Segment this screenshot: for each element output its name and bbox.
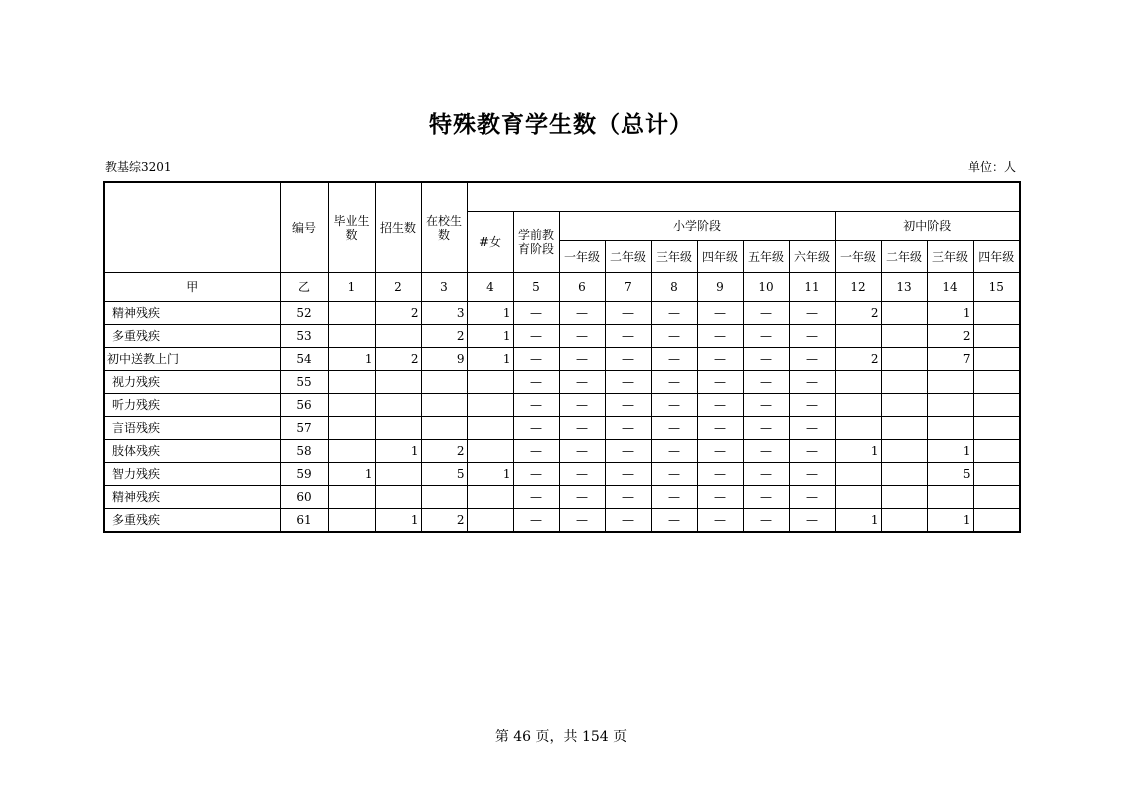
- table-cell: —: [559, 463, 605, 486]
- table-cell: —: [651, 302, 697, 325]
- table-cell: —: [651, 463, 697, 486]
- table-cell: —: [743, 486, 789, 509]
- header-grade: 三年级: [651, 241, 697, 273]
- table-cell: —: [605, 348, 651, 371]
- column-index: 14: [927, 273, 973, 302]
- table-cell: —: [743, 463, 789, 486]
- table-cell: 2: [375, 302, 421, 325]
- table-cell: [927, 394, 973, 417]
- unit-label: 单位：人: [967, 160, 1016, 174]
- table-cell: —: [513, 348, 559, 371]
- table-cell: —: [559, 371, 605, 394]
- header-grade: 五年级: [743, 241, 789, 273]
- table-cell: [421, 486, 467, 509]
- header-grade: 一年级: [559, 241, 605, 273]
- row-code: 52: [280, 302, 328, 325]
- table-cell: [467, 440, 513, 463]
- table-cell: 1: [467, 348, 513, 371]
- table-cell: —: [513, 463, 559, 486]
- table-cell: [881, 394, 927, 417]
- table-cell: —: [559, 302, 605, 325]
- table-cell: 2: [421, 440, 467, 463]
- column-index: 8: [651, 273, 697, 302]
- row-label: 肢体残疾: [104, 440, 280, 463]
- table-cell: —: [789, 463, 835, 486]
- table-cell: 3: [421, 302, 467, 325]
- table-cell: —: [559, 417, 605, 440]
- table-cell: [328, 486, 375, 509]
- table-cell: [421, 371, 467, 394]
- column-index: 12: [835, 273, 881, 302]
- table-cell: [973, 348, 1020, 371]
- table-cell: —: [605, 417, 651, 440]
- table-cell: —: [513, 509, 559, 533]
- table-cell: [328, 417, 375, 440]
- table-cell: [881, 486, 927, 509]
- table-cell: [835, 417, 881, 440]
- table-cell: 1: [467, 302, 513, 325]
- table-cell: [973, 371, 1020, 394]
- table-cell: [973, 463, 1020, 486]
- table-cell: —: [789, 325, 835, 348]
- table-cell: —: [789, 440, 835, 463]
- table-cell: —: [559, 486, 605, 509]
- table-row: [104, 486, 1020, 509]
- table-cell: —: [559, 325, 605, 348]
- table-cell: —: [559, 509, 605, 533]
- table-cell: —: [605, 486, 651, 509]
- table-cell: [328, 325, 375, 348]
- table-cell: [375, 486, 421, 509]
- column-index: 1: [328, 273, 375, 302]
- table-cell: —: [789, 371, 835, 394]
- table-cell: —: [559, 440, 605, 463]
- table-cell: —: [789, 348, 835, 371]
- header-grade: 四年级: [973, 241, 1020, 273]
- table-cell: 2: [421, 325, 467, 348]
- column-index: 7: [605, 273, 651, 302]
- table-cell: [375, 325, 421, 348]
- table-cell: [927, 417, 973, 440]
- table-cell: [375, 394, 421, 417]
- row-code: 58: [280, 440, 328, 463]
- table-cell: [973, 302, 1020, 325]
- table-cell: [835, 371, 881, 394]
- table-cell: [328, 302, 375, 325]
- table-cell: —: [697, 509, 743, 533]
- table-cell: —: [513, 486, 559, 509]
- table-cell: —: [651, 348, 697, 371]
- table-row: [104, 371, 1020, 394]
- table-cell: —: [605, 394, 651, 417]
- row-label: 多重残疾: [104, 325, 280, 348]
- column-index: 9: [697, 273, 743, 302]
- table-cell: 1: [835, 440, 881, 463]
- row-label: 言语残疾: [104, 417, 280, 440]
- table-cell: [375, 371, 421, 394]
- table-cell: 1: [927, 440, 973, 463]
- table-cell: —: [743, 302, 789, 325]
- table-cell: [467, 509, 513, 533]
- column-index: 10: [743, 273, 789, 302]
- row-code: 57: [280, 417, 328, 440]
- column-index: 11: [789, 273, 835, 302]
- form-code: 教基综3201: [105, 160, 172, 174]
- table-cell: [881, 302, 927, 325]
- table-cell: 1: [927, 509, 973, 533]
- table-row: [104, 417, 1020, 440]
- table-cell: —: [697, 463, 743, 486]
- row-label-header: [104, 182, 280, 273]
- table-cell: —: [697, 440, 743, 463]
- table-cell: 1: [375, 440, 421, 463]
- table-cell: 9: [421, 348, 467, 371]
- table-cell: 1: [328, 348, 375, 371]
- table-cell: —: [605, 509, 651, 533]
- table-cell: —: [697, 486, 743, 509]
- table-cell: —: [605, 463, 651, 486]
- table-cell: [973, 394, 1020, 417]
- table-cell: —: [651, 371, 697, 394]
- table-cell: [328, 440, 375, 463]
- table-row: [104, 509, 1020, 533]
- table-cell: —: [697, 417, 743, 440]
- header-grade: 二年级: [881, 241, 927, 273]
- row-code: 59: [280, 463, 328, 486]
- table-cell: 1: [927, 302, 973, 325]
- table-cell: —: [697, 394, 743, 417]
- header-enrolled: 招生数: [375, 182, 421, 273]
- table-cell: [467, 371, 513, 394]
- table-cell: —: [513, 394, 559, 417]
- table-cell: —: [697, 325, 743, 348]
- table-cell: —: [697, 302, 743, 325]
- header-code: 编号: [280, 182, 328, 273]
- table-cell: [421, 417, 467, 440]
- header-grade: 二年级: [605, 241, 651, 273]
- table-cell: [421, 394, 467, 417]
- table-cell: —: [743, 371, 789, 394]
- table-cell: 2: [835, 348, 881, 371]
- table-cell: [467, 394, 513, 417]
- table-cell: —: [513, 440, 559, 463]
- table-cell: 2: [835, 302, 881, 325]
- table-cell: [835, 486, 881, 509]
- header-female: #女: [467, 212, 513, 273]
- table-cell: —: [513, 302, 559, 325]
- table-cell: [927, 371, 973, 394]
- table-cell: [835, 394, 881, 417]
- student-stats-table: [103, 181, 1021, 533]
- table-row: [104, 463, 1020, 486]
- header-blank-span: [467, 182, 1020, 212]
- table-cell: 7: [927, 348, 973, 371]
- table-cell: [328, 394, 375, 417]
- column-index: 4: [467, 273, 513, 302]
- page-footer: 第 46 页，共 154 页: [494, 729, 628, 745]
- table-cell: [881, 325, 927, 348]
- table-cell: 2: [927, 325, 973, 348]
- table-cell: [973, 509, 1020, 533]
- table-cell: —: [743, 394, 789, 417]
- table-cell: [973, 417, 1020, 440]
- row-label: 智力残疾: [104, 463, 280, 486]
- table-cell: [328, 371, 375, 394]
- header-primary: 小学阶段: [559, 212, 835, 241]
- table-cell: [927, 486, 973, 509]
- row-code: 56: [280, 394, 328, 417]
- table-cell: —: [559, 394, 605, 417]
- row-label: 听力残疾: [104, 394, 280, 417]
- table-cell: [881, 348, 927, 371]
- table-cell: 2: [421, 509, 467, 533]
- table-cell: —: [513, 417, 559, 440]
- column-index: 2: [375, 273, 421, 302]
- table-cell: [881, 440, 927, 463]
- table-cell: 5: [421, 463, 467, 486]
- row-code: 53: [280, 325, 328, 348]
- table-cell: [375, 417, 421, 440]
- header-grade: 四年级: [697, 241, 743, 273]
- table-cell: [881, 509, 927, 533]
- table-cell: —: [743, 417, 789, 440]
- table-cell: [467, 417, 513, 440]
- table-cell: —: [743, 440, 789, 463]
- table-cell: —: [651, 325, 697, 348]
- table-row: [104, 440, 1020, 463]
- column-index: 乙: [280, 273, 328, 302]
- column-index: 3: [421, 273, 467, 302]
- table-cell: [375, 463, 421, 486]
- table-cell: 1: [467, 463, 513, 486]
- table-cell: —: [789, 394, 835, 417]
- column-index-row: [104, 273, 1020, 302]
- table-cell: —: [651, 417, 697, 440]
- row-label: 精神残疾: [104, 302, 280, 325]
- table-cell: 1: [375, 509, 421, 533]
- table-cell: —: [789, 509, 835, 533]
- header-grade: 六年级: [789, 241, 835, 273]
- table-cell: —: [789, 417, 835, 440]
- table-cell: —: [605, 302, 651, 325]
- table-cell: 1: [467, 325, 513, 348]
- header-row-1: [104, 182, 1020, 212]
- table-cell: —: [789, 302, 835, 325]
- header-junior: 初中阶段: [835, 212, 1020, 241]
- table-cell: —: [651, 440, 697, 463]
- table-cell: —: [559, 348, 605, 371]
- row-label: 视力残疾: [104, 371, 280, 394]
- table-cell: 2: [375, 348, 421, 371]
- header-in-school: 在校生数: [421, 182, 467, 273]
- column-index: 6: [559, 273, 605, 302]
- table-cell: 5: [927, 463, 973, 486]
- table-cell: 1: [328, 463, 375, 486]
- row-label: 精神残疾: [104, 486, 280, 509]
- table-cell: [881, 371, 927, 394]
- table-row: [104, 348, 1020, 371]
- table-cell: —: [743, 325, 789, 348]
- table-cell: —: [605, 325, 651, 348]
- header-preschool: 学前教育阶段: [513, 212, 559, 273]
- column-index: 13: [881, 273, 927, 302]
- table-cell: [835, 463, 881, 486]
- table-row: [104, 394, 1020, 417]
- row-label: 初中送教上门: [104, 348, 280, 371]
- column-index: 甲: [104, 273, 280, 302]
- row-code: 54: [280, 348, 328, 371]
- table-cell: [973, 486, 1020, 509]
- table-cell: —: [697, 348, 743, 371]
- row-label: 多重残疾: [104, 509, 280, 533]
- table-cell: —: [605, 440, 651, 463]
- table-cell: [328, 509, 375, 533]
- table-cell: —: [513, 371, 559, 394]
- table-cell: [467, 486, 513, 509]
- row-code: 60: [280, 486, 328, 509]
- table-cell: [973, 440, 1020, 463]
- table-row: [104, 302, 1020, 325]
- table-cell: [881, 463, 927, 486]
- table-cell: [973, 325, 1020, 348]
- column-index: 5: [513, 273, 559, 302]
- header-grade: 三年级: [927, 241, 973, 273]
- table-cell: —: [651, 509, 697, 533]
- table-row: [104, 325, 1020, 348]
- table-cell: —: [743, 509, 789, 533]
- table-cell: —: [789, 486, 835, 509]
- row-code: 55: [280, 371, 328, 394]
- table-cell: —: [651, 394, 697, 417]
- column-index: 15: [973, 273, 1020, 302]
- table-cell: [835, 325, 881, 348]
- table-cell: —: [651, 486, 697, 509]
- header-grade: 一年级: [835, 241, 881, 273]
- table-cell: —: [605, 371, 651, 394]
- table-cell: —: [743, 348, 789, 371]
- table-cell: [881, 417, 927, 440]
- table-cell: —: [697, 371, 743, 394]
- page-title: 特殊教育学生数（总计）: [429, 112, 693, 138]
- table-cell: —: [513, 325, 559, 348]
- row-code: 61: [280, 509, 328, 533]
- table-cell: 1: [835, 509, 881, 533]
- header-graduates: 毕业生数: [328, 182, 375, 273]
